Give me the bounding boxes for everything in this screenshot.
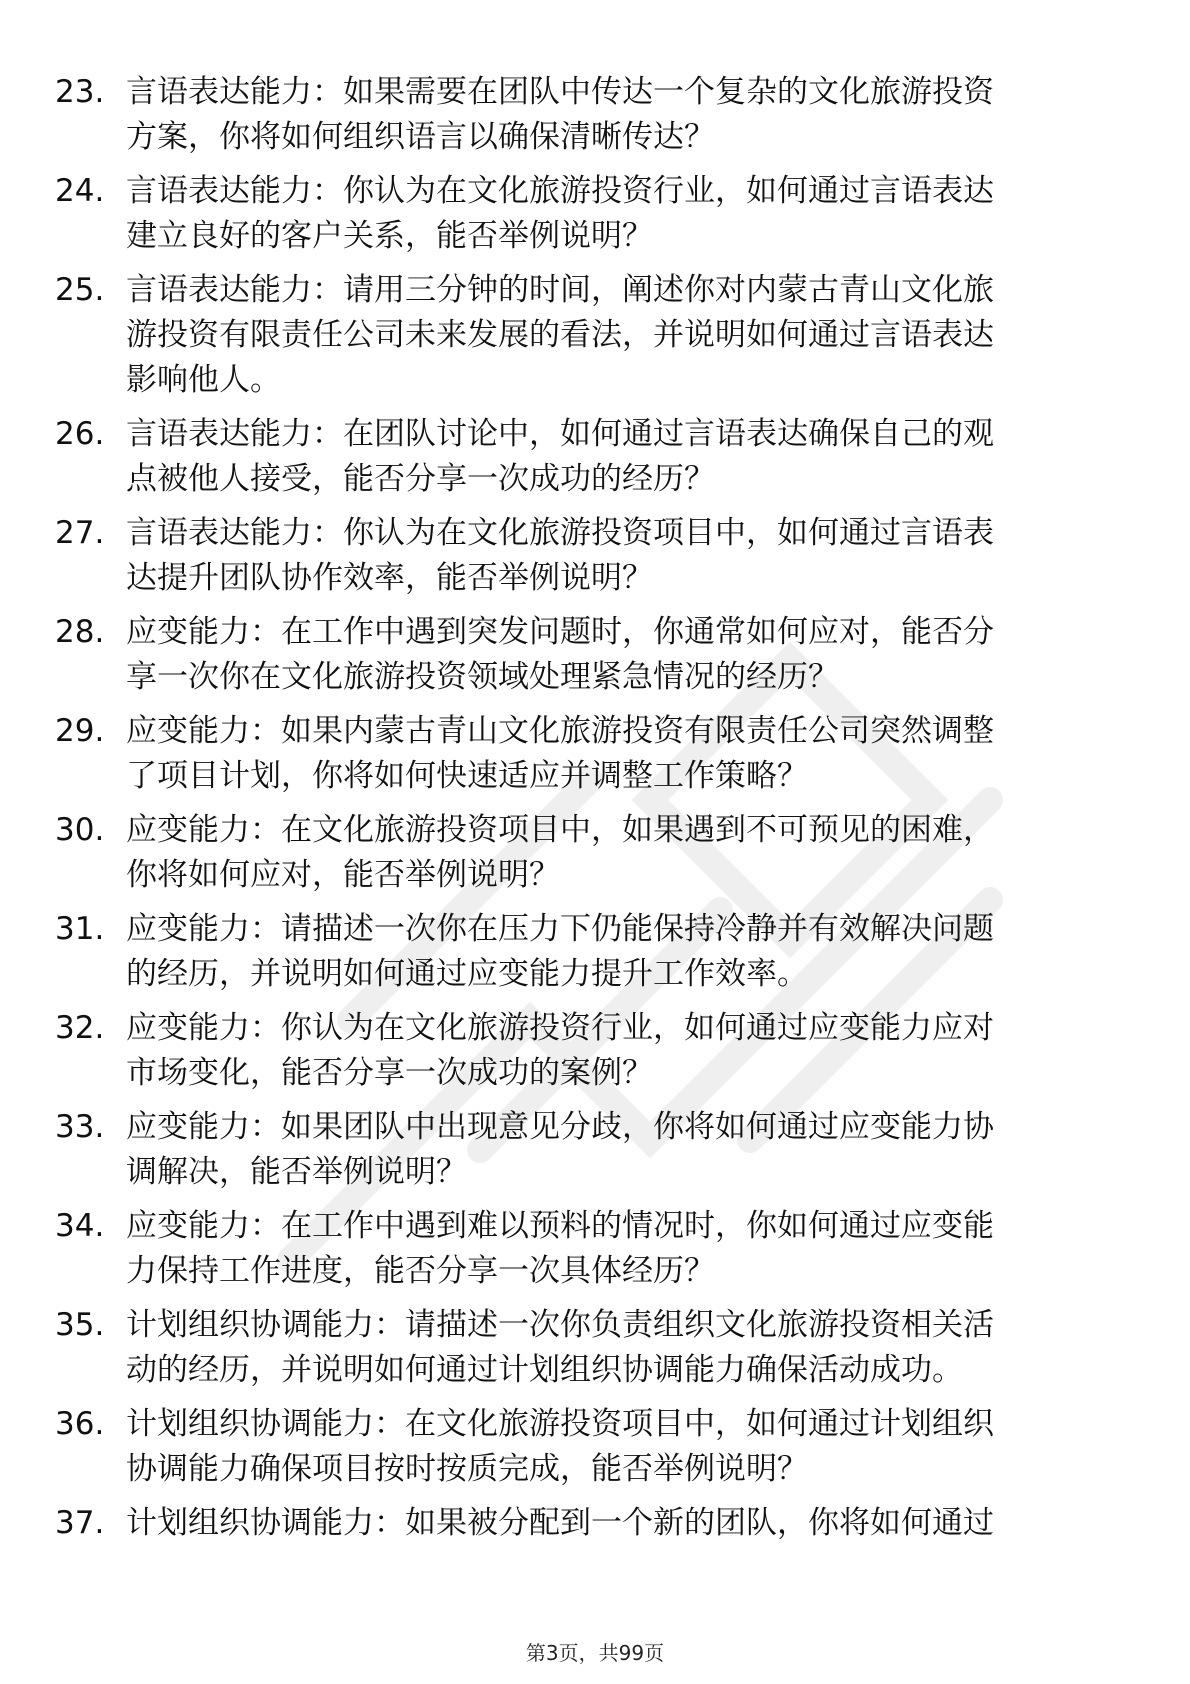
question-line: 应变能力：在文化旅游投资项目中，如果遇到不可预见的困难， [126,812,994,848]
question-line: 你将如何应对，能否举例说明？ [126,857,560,893]
question-line: 调解决，能否举例说明？ [126,1154,467,1190]
page-footer: 第3页，共99页 [525,1641,665,1665]
question-item [0,1501,1190,1561]
question-text [126,1204,1126,1294]
question-text [126,907,1126,997]
question-number: 27. [55,515,105,551]
question-item [0,907,1190,1006]
question-text [126,268,1126,403]
question-item [0,268,1190,412]
question-text [126,412,1126,502]
question-line: 言语表达能力：在团队讨论中，如何通过言语表达确保自己的观 [126,416,994,452]
question-item [0,70,1190,169]
question-item [0,412,1190,511]
question-line: 应变能力：你认为在文化旅游投资行业，如何通过应变能力应对 [126,1010,994,1046]
question-line: 达提升团队协作效率，能否举例说明？ [126,560,653,596]
question-number: 28. [55,614,105,650]
question-text [126,1006,1126,1096]
question-line: 方案，你将如何组织语言以确保清晰传达？ [126,119,715,155]
question-line: 言语表达能力：请用三分钟的时间，阐述你对内蒙古青山文化旅 [126,272,994,308]
question-text [126,1105,1126,1195]
question-number: 24. [55,173,105,209]
question-number: 29. [55,713,105,749]
question-line: 点被他人接受，能否分享一次成功的经历？ [126,461,715,497]
question-line: 动的经历，并说明如何通过计划组织协调能力确保活动成功。 [126,1352,963,1388]
question-text [126,610,1126,700]
question-line: 协调能力确保项目按时按质完成，能否举例说明？ [126,1451,808,1487]
question-number: 26. [55,416,105,452]
question-line: 了项目计划，你将如何快速适应并调整工作策略？ [126,758,808,794]
question-line: 影响他人。 [126,362,281,398]
question-item [0,1204,1190,1303]
question-text [126,1402,1126,1492]
question-line: 应变能力：在工作中遇到突发问题时，你通常如何应对，能否分 [126,614,994,650]
question-number: 25. [55,272,105,308]
question-line: 的经历，并说明如何通过应变能力提升工作效率。 [126,956,808,992]
question-line: 计划组织协调能力：在文化旅游投资项目中，如何通过计划组织 [126,1406,994,1442]
question-number: 34. [55,1208,105,1244]
question-item [0,1105,1190,1204]
question-line: 应变能力：请描述一次你在压力下仍能保持冷静并有效解决问题 [126,911,994,947]
question-item [0,808,1190,907]
question-number: 37. [55,1505,105,1541]
question-line: 力保持工作进度，能否分享一次具体经历？ [126,1253,715,1289]
question-text [126,70,1126,160]
question-number: 35. [55,1307,105,1343]
question-text [126,1501,1126,1546]
question-line: 享一次你在文化旅游投资领域处理紧急情况的经历？ [126,659,839,695]
question-item [0,1402,1190,1501]
question-text [126,511,1126,601]
question-line: 言语表达能力：你认为在文化旅游投资项目中，如何通过言语表 [126,515,994,551]
question-number: 23. [55,74,105,110]
question-text [126,169,1126,259]
question-number: 32. [55,1010,105,1046]
question-line: 应变能力：如果内蒙古青山文化旅游投资有限责任公司突然调整 [126,713,994,749]
question-number: 33. [55,1109,105,1145]
question-line: 计划组织协调能力：请描述一次你负责组织文化旅游投资相关活 [126,1307,994,1343]
question-number: 30. [55,812,105,848]
question-line: 建立良好的客户关系，能否举例说明？ [126,218,653,254]
question-item [0,610,1190,709]
question-item [0,511,1190,610]
question-line: 言语表达能力：你认为在文化旅游投资行业，如何通过言语表达 [126,173,994,209]
question-line: 市场变化，能否分享一次成功的案例？ [126,1055,653,1091]
question-line: 言语表达能力：如果需要在团队中传达一个复杂的文化旅游投资 [126,74,994,110]
question-number: 31. [55,911,105,947]
question-item [0,169,1190,268]
question-number: 36. [55,1406,105,1442]
question-item [0,1006,1190,1105]
question-list [0,70,1190,1561]
question-text [126,1303,1126,1393]
question-line: 游投资有限责任公司未来发展的看法，并说明如何通过言语表达 [126,317,994,353]
question-item [0,1303,1190,1402]
question-text [126,808,1126,898]
question-text [126,709,1126,799]
question-line: 应变能力：如果团队中出现意见分歧，你将如何通过应变能力协 [126,1109,994,1145]
question-line: 计划组织协调能力：如果被分配到一个新的团队，你将如何通过 [126,1505,994,1541]
question-line: 应变能力：在工作中遇到难以预料的情况时，你如何通过应变能 [126,1208,994,1244]
question-item [0,709,1190,808]
